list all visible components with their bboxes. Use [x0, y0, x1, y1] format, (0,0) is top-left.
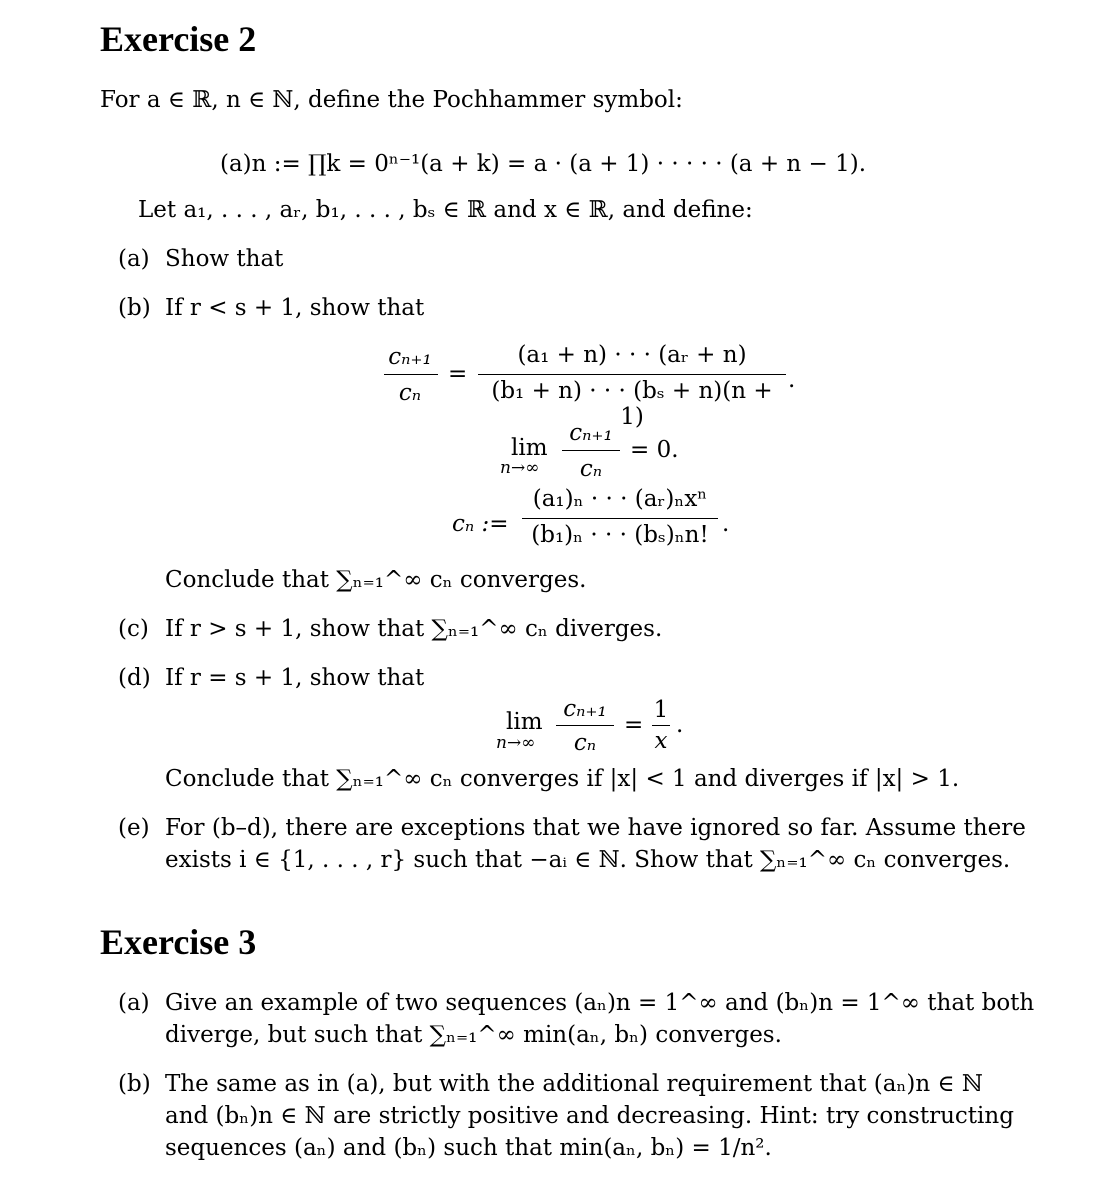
ratio-rhs-numerator: (a₁ + n) · · · (aᵣ + n) — [517, 342, 747, 368]
conclude-d: Conclude that ∑ₙ₌₁^∞ cₙ converges if |x| < 1 and diverges if |x| > 1. — [165, 766, 960, 792]
item-c-text: If r > s + 1, show that ∑ₙ₌₁^∞ cₙ diverges. — [165, 616, 663, 642]
limit-d-rhs-fraction-bar — [652, 725, 670, 726]
item-e-label: (e) — [118, 815, 150, 841]
item-b-text: If r < s + 1, show that — [165, 295, 425, 321]
ratio-rhs-denominator: (b₁ + n) · · · (bₛ + n)(n + 1) — [491, 378, 773, 430]
ex3-item-a-line1: Give an example of two sequences (aₙ)n = 1^∞ and (bₙ)n = 1^∞ that both — [165, 990, 1035, 1016]
item-e-text-line2: exists i ∈ {1, . . . , r} such that −aᵢ ∈ ℕ. Show that ∑ₙ₌₁^∞ cₙ converges. — [165, 847, 1011, 873]
cn-denominator: (b₁)ₙ · · · (bₛ)ₙn! — [531, 522, 709, 548]
limit-d-denominator: cₙ — [573, 730, 597, 756]
ex3-item-b-line2: and (bₙ)n ∈ ℕ are strictly positive and decreasing. Hint: try constructing — [165, 1103, 1014, 1129]
ratio-lhs-numerator: cₙ₊₁ — [388, 344, 432, 370]
limit-d-numerator: cₙ₊₁ — [563, 696, 607, 722]
ratio-rhs-fraction-bar — [478, 374, 786, 375]
cn-fraction-bar — [522, 518, 718, 519]
ratio-lhs-denominator: cₙ — [398, 380, 422, 406]
limit-zero-lim: lim — [511, 435, 548, 461]
limit-d-subscript: n→∞ — [496, 733, 536, 753]
limit-zero-numerator: cₙ₊₁ — [569, 420, 613, 446]
exercise-3-heading: Exercise 3 — [100, 922, 257, 962]
ratio-equals: = — [448, 361, 468, 387]
item-c-label: (c) — [118, 616, 149, 642]
exercise-2-heading: Exercise 2 — [100, 19, 257, 59]
ex3-item-b-line3: sequences (aₙ) and (bₙ) such that min(aₙ, bₙ) = 1/n². — [165, 1135, 772, 1161]
limit-d-period: . — [676, 712, 684, 738]
ratio-lhs-fraction-bar — [384, 374, 438, 375]
limit-d-lim: lim — [506, 709, 543, 735]
cn-numerator: (a₁)ₙ · · · (aᵣ)ₙxⁿ — [532, 486, 708, 512]
item-b-label: (b) — [118, 295, 151, 321]
ex3-item-a-line2: diverge, but such that ∑ₙ₌₁^∞ min(aₙ, bₙ) converges. — [165, 1022, 782, 1048]
item-e-text-line1: For (b–d), there are exceptions that we have ignored so far. Assume there — [165, 815, 1026, 841]
ex2-let-line: Let a₁, . . . , aᵣ, b₁, . . . , bₛ ∈ ℝ and x ∈ ℝ, and define: — [138, 197, 753, 223]
cn-definition-lhs: cₙ := — [452, 511, 509, 537]
item-a-label: (a) — [118, 246, 150, 272]
limit-d-rhs-denominator: x — [654, 728, 668, 754]
item-d-text: If r = s + 1, show that — [165, 665, 425, 691]
ratio-period: . — [788, 367, 796, 393]
pochhammer-definition: (a)n := ∏k = 0ⁿ⁻¹(a + k) = a · (a + 1) · · · · · (a + n − 1). — [220, 151, 867, 177]
limit-zero-fraction-bar — [562, 450, 620, 451]
ex2-intro: For a ∈ ℝ, n ∈ ℕ, define the Pochhammer symbol: — [100, 87, 683, 113]
conclude-b: Conclude that ∑ₙ₌₁^∞ cₙ converges. — [165, 567, 587, 593]
limit-zero-subscript: n→∞ — [500, 458, 540, 478]
limit-zero-denominator: cₙ — [579, 456, 603, 482]
ex3-item-a-label: (a) — [118, 990, 150, 1016]
limit-d-equals: = — [624, 712, 644, 738]
limit-d-rhs-numerator: 1 — [653, 697, 669, 723]
ex3-item-b-line1: The same as in (a), but with the additional requirement that (aₙ)n ∈ ℕ — [165, 1071, 983, 1097]
limit-d-fraction-bar — [556, 725, 614, 726]
item-a-text: Show that — [165, 246, 284, 272]
limit-zero-rhs: = 0. — [630, 437, 679, 463]
item-d-label: (d) — [118, 665, 151, 691]
ex3-item-b-label: (b) — [118, 1071, 151, 1097]
cn-period: . — [722, 511, 730, 537]
